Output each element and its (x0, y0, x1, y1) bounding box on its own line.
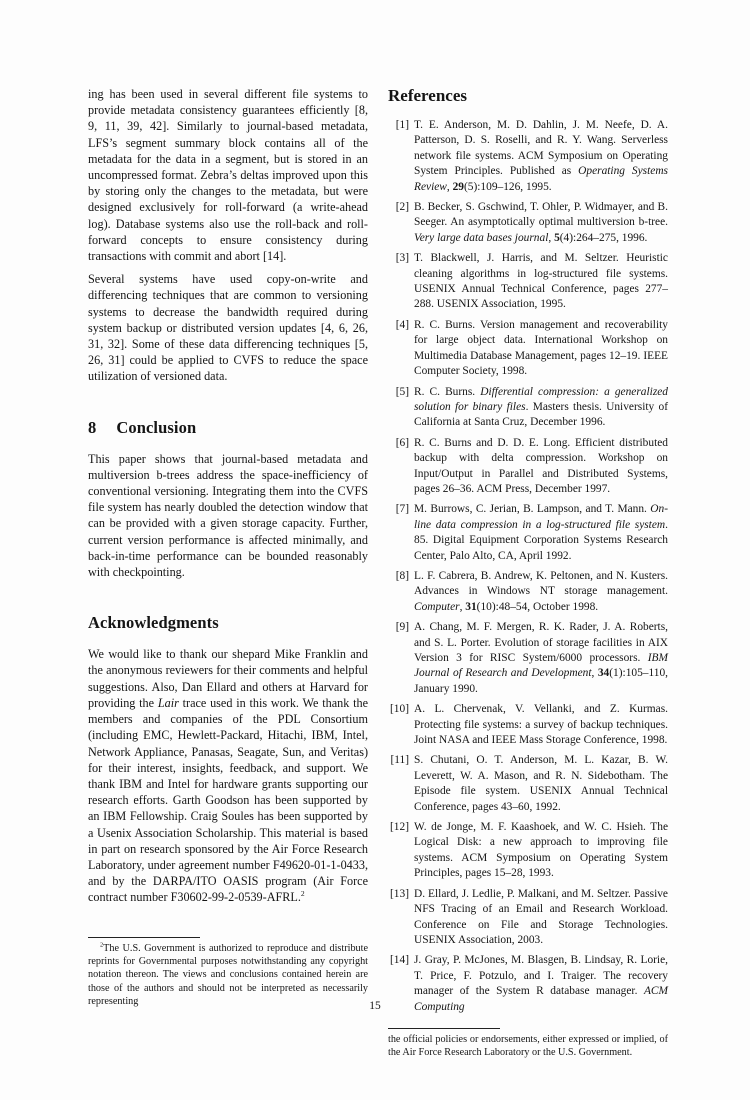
reference-text (414, 888, 668, 946)
reference-label: [3] (395, 252, 409, 265)
references-heading: References (388, 86, 467, 105)
text-segment: R. C. Burns and D. D. E. Long. Efficient distributed backup with delta compression. Workshop on Input/Output in Parallel and Distributed Systems, pages 26–36. ACM Press, December 1997. (414, 436, 668, 495)
reference-item (388, 820, 668, 882)
reference-item (388, 385, 668, 431)
left-footnote-block (88, 929, 368, 1008)
reference-label: [14] (390, 954, 409, 967)
reference-label: [4] (395, 318, 409, 331)
paragraph-acknowledgments (88, 646, 368, 905)
text-segment: Very large data bases journal (414, 231, 549, 244)
reference-item (388, 702, 668, 748)
reference-item (388, 118, 668, 195)
section-number: 8 (88, 417, 97, 437)
two-column-layout (88, 86, 668, 1059)
text-segment: Several systems have used copy-on-write and differencing techniques that are common to versioning systems to decrease the bandwidth required during system backup or distributed version updates [4, 6, 26, 31, 32]. Some of these data differencing techniques [5, 26, 31] could be applied to CVFS to reduce the space utilization of versioned data. (88, 272, 368, 384)
text-segment: , (548, 231, 555, 244)
section-title: Conclusion (116, 417, 197, 437)
text-segment: (10):48–54, October 1998. (476, 600, 599, 613)
text-segment: This paper shows that journal-based metadata and multiversion b-trees address the space-inefficiency of conventional versioning. Integrating them into the CVFS file system has nearly doubled the detection window that can be provided with a given storage capacity. Further, current version performance is affected minimally, and back-in-time performance can be bounded reasonably with checkpointing. (88, 451, 368, 580)
reference-item (388, 502, 668, 564)
text-segment: T. E. Anderson, M. D. Dahlin, J. M. Neefe, D. A. Patterson, D. S. Roselli, and R. Y. Wang. Serverless network file systems. ACM Symposium on Operating System Principles. Published as (414, 119, 668, 178)
text-segment: IBM Journal of Research and Development (414, 652, 668, 680)
reference-text (414, 621, 668, 695)
text-segment: L. F. Cabrera, B. Andrew, K. Peltonen, and N. Kusters. Advances in Windows NT storage management. (414, 569, 668, 598)
text-segment: Differential compression: a generalized solution for binary files (414, 385, 668, 413)
text-segment: R. C. Burns. (414, 385, 481, 398)
reference-label: [8] (395, 569, 409, 582)
footnote-rule (388, 1028, 500, 1029)
reference-text (414, 437, 668, 495)
reference-text (414, 201, 668, 244)
text-segment: A. L. Chervenak, V. Vellanki, and Z. Kurmas. Protecting file systems: a survey of backup techniques. Joint NASA and IEEE Mass Storage Conference, 1998. (414, 703, 668, 747)
reference-item (388, 887, 668, 949)
text-segment: trace used in this work. We thank the members and companies of the PDL Consortium (including EMC, Hewlett-Packard, Hitachi, IBM, Intel, Network Appliance, Panasas, Seagate, Sun, and Veritas) for their interest, insights, feedback, and support. We thank IBM and Intel for hardware grants supporting our research efforts. Garth Goodson has been supported by an IBM Fellowship. Craig Soules has been supported by a Usenix Association Scholarship. This material is based in part on research sponsored by the Air Force Research Laboratory, under agreement number F49620-01-1-0433, and by the DARPA/ITO OASIS program (Air Force contract number F30602-99-2-0539-AFRL. (88, 695, 368, 905)
text-segment: S. Chutani, O. T. Anderson, M. L. Kazar, B. W. Leverett, W. A. Mason, and R. N. Sidebotham. The Episode file system. USENIX Annual Technical Conference, pages 43–60, 1992. (414, 754, 668, 813)
reference-label: [5] (395, 385, 409, 398)
text-segment: 2 (100, 941, 104, 949)
right-footnote-block (388, 1020, 668, 1059)
section-heading-acknowledgments: Acknowledgments (88, 613, 219, 633)
text-segment: B. Becker, S. Gschwind, T. Ohler, P. Widmayer, and B. Seeger. An asymptotically optimal multiversion b-tree. (414, 201, 668, 229)
text-segment: 2 (300, 889, 305, 899)
text-segment: ing has been used in several different file systems to provide metadata consistency guarantees efficiently [8, 9, 11, 39, 42]. Similarly to journal-based metadata, LFS’s segment summary block contains all of the metadata for the data in a segment, but is stored in an uncompressed format. Zebra’s deltas improved upon this by storing only the changes to the metadata, but were designed exclusively for roll-forward (a write-ahead log). Database systems also use the roll-back and roll-forward concepts to ensure consistency during transactions with commit and abort [14]. (88, 87, 368, 264)
text-segment: (1):105–110, January 1990. (414, 667, 668, 695)
reference-text (414, 386, 668, 429)
text-segment: J. Gray, P. McJones, M. Blasgen, B. Lindsay, R. Lorie, T. Price, F. Potzulo, and I. Traiger. The recovery manager of the System R database manager. (414, 954, 668, 998)
reference-label: [12] (390, 821, 409, 834)
reference-label: [2] (395, 201, 409, 214)
reference-label: [6] (395, 436, 409, 449)
text-segment: W. de Jonge, M. F. Kaashoek, and W. C. Hsieh. The Logical Disk: a new approach to improving file systems. ACM Symposium on Operating System Principles, pages 15–28, 1993. (414, 821, 668, 880)
text-segment: D. Ellard, J. Ledlie, P. Malkani, and M. Seltzer. Passive NFS Tracing of an Email and Research Workload. Conference on File and Storage Technologies. USENIX Association, 2003. (414, 887, 668, 946)
text-segment: , (446, 180, 453, 193)
reference-item (388, 753, 668, 815)
text-segment: (4):264–275, 1996. (559, 231, 648, 244)
text-segment: R. C. Burns. Version management and recoverability for large object data. International Workshop on Multimedia Database Management, pages 12–19. IEEE Computer Society, 1998. (414, 318, 668, 378)
reference-label: [9] (395, 621, 409, 634)
left-column (88, 86, 368, 1008)
reference-item (388, 200, 668, 246)
text-segment: 29 (452, 180, 464, 193)
text-segment: A. Chang, M. F. Mergen, R. K. Rader, J. A. Roberts, and S. L. Porter. Evolution of storage facilities in AIX Version 3 for RISC System/6000 processors. (414, 621, 668, 664)
reference-item (388, 436, 668, 498)
text-segment: , (591, 667, 598, 680)
reference-text (414, 821, 668, 879)
text-segment: , (459, 600, 466, 613)
reference-text (414, 252, 668, 310)
paragraph-related-work-continued (88, 86, 368, 264)
section-heading-conclusion (88, 418, 368, 438)
reference-text (414, 570, 668, 613)
reference-item (388, 251, 668, 313)
reference-text (414, 319, 668, 377)
reference-label: [10] (390, 703, 409, 716)
reference-label: [11] (390, 754, 409, 767)
reference-label: [13] (390, 887, 409, 900)
text-segment: Lair (157, 695, 179, 710)
right-column (388, 86, 668, 1059)
paragraph-copy-on-write (88, 271, 368, 384)
reference-label: [7] (395, 503, 409, 516)
text-segment: 34 (597, 667, 610, 680)
footnote-text (88, 942, 368, 1008)
footnote-continuation-text: the official policies or endorsements, either expressed or implied, of the Air Force Research Laboratory or the U.S. Government. (388, 1033, 668, 1059)
text-segment: 5 (554, 231, 560, 244)
footnote-rule (88, 937, 200, 938)
text-segment: ACM Computing (414, 985, 668, 1013)
text-segment: On-line data compression in a log-structured file system (414, 503, 668, 531)
text-segment: We would like to thank our shepard Mike Franklin and the anonymous reviewers for their comments and helpful suggestions. Also, Dan Ellard and others at Harvard for providing the (88, 647, 368, 710)
text-segment: Operating Systems Review (414, 165, 668, 193)
text-segment: Computer (414, 600, 460, 613)
text-segment: M. Burrows, C. Jerian, B. Lampson, and T. Mann. (414, 503, 651, 516)
reference-text (414, 703, 668, 746)
text-segment: . 85. Digital Equipment Corporation Systems Research Center, Palo Alto, CA, April 1992. (414, 518, 668, 562)
text-segment: (5):109–126, 1995. (463, 180, 552, 193)
text-segment: T. Blackwell, J. Harris, and M. Seltzer. Heuristic cleaning algorithms in log-structured file systems. USENIX Annual Technical Conference, pages 277–288. USENIX Association, 1995. (414, 252, 668, 311)
reference-item (388, 318, 668, 380)
reference-text (414, 119, 668, 193)
text-segment: 31 (465, 600, 477, 613)
paragraph-conclusion (88, 451, 368, 581)
text-segment: The U.S. Government is authorized to reproduce and distribute reprints for Governmental purposes notwithstanding any copyright notation thereon. The views and conclusions contained herein are those of the authors and should not be interpreted as necessarily representing (88, 942, 368, 1007)
reference-item (388, 620, 668, 697)
reference-item (388, 569, 668, 615)
reference-text (414, 754, 668, 812)
reference-label: [1] (395, 119, 409, 131)
reference-text (414, 503, 668, 561)
page-number: 15 (369, 1000, 381, 1012)
text-segment: . Masters thesis. University of California at Santa Cruz, December 1996. (414, 400, 668, 429)
